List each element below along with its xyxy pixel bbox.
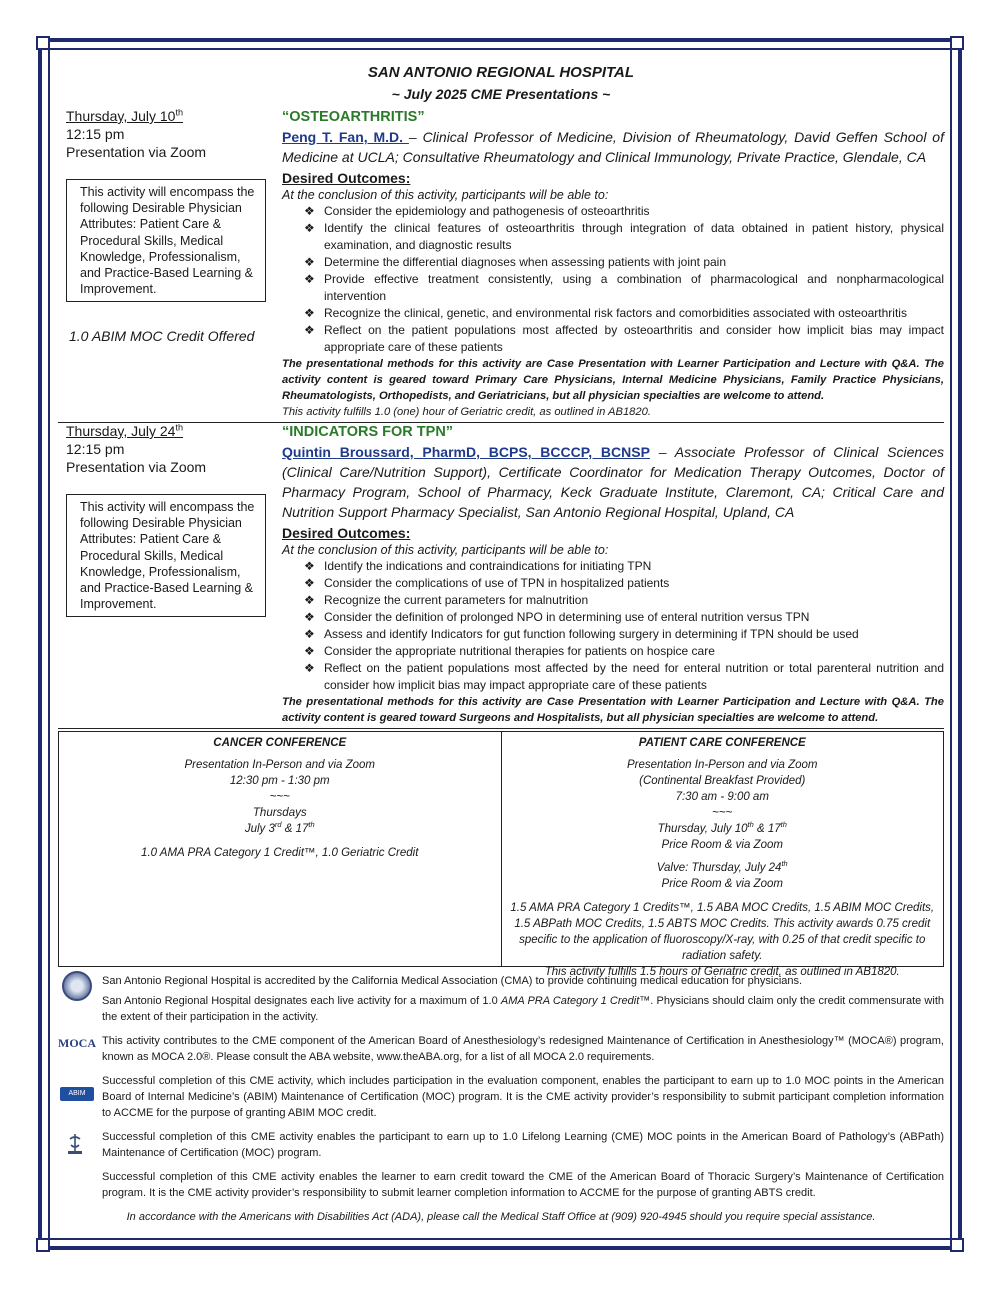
separator: ~~~ bbox=[269, 791, 290, 803]
outcomes-intro: At the conclusion of this activity, participants will be able to: bbox=[282, 188, 609, 202]
list-item: ❖ Reflect on the patient populations most affected by the need for enteral nutrition or total parenteral nutrition and consider how implicit bias may impact appropriate care of these patients bbox=[304, 661, 944, 692]
conference-room: Price Room & via Zoom bbox=[661, 878, 783, 890]
list-item: ❖ Determine the differential diagnoses when assessing patients with joint pain bbox=[304, 255, 727, 269]
document-page bbox=[58, 60, 944, 1225]
geriatric-credit: This activity fulfills 1.0 (one) hour of Geriatric credit, as outlined in AB1820. bbox=[282, 406, 651, 418]
conference-day: Thursdays bbox=[252, 807, 307, 819]
session-details bbox=[272, 423, 944, 726]
abts-statement: Successful completion of this CME activity enables the learner to earn credit toward the CME of the American Board of Thoracic Surgery’s Maintenance of Certification program. It is the CME activity provider’s responsibility to submit learner completion information to ACCME for the purpose of granting ABTS credit. bbox=[102, 1171, 944, 1199]
list-item: ❖ Consider the appropriate nutritional therapies for patients on hospice care bbox=[304, 644, 715, 658]
moc-credit: 1.0 ABIM MOC Credit Offered bbox=[69, 328, 255, 345]
list-item: ❖ Consider the definition of prolonged NPO in determining use of enteral nutrition versus TPN bbox=[304, 610, 810, 624]
list-item: ❖ Reflect on the patient populations most affected by osteoarthritis and consider how implicit bias may impact appropriate care of these patients bbox=[304, 323, 944, 354]
speaker-description: – Associate Professor of Clinical Sciences (Clinical Care/Nutrition Support), Certificate Coordinator for Medication Therapy Outcomes, Doctor of Pharmacy Program, School of Pharmacy, Keck Graduate Institute, Claremont, CA; Critical Care and Nutrition Support Pharmacy Specialist, San Antonio Regional Hospital, Upland, CA bbox=[282, 444, 944, 520]
diamond-bullet-icon: ❖ bbox=[304, 644, 315, 658]
cma-accreditation: San Antonio Regional Hospital is accredited by the California Medical Association (CMA) to provide continuing medical education for physicians. bbox=[58, 973, 944, 989]
outcomes-heading: Desired Outcomes: bbox=[282, 170, 411, 186]
moca-logo-icon: MOCA bbox=[58, 1036, 96, 1050]
session-info bbox=[58, 108, 272, 420]
session-date: Thursday, July 10th bbox=[66, 107, 184, 124]
physician-attributes-box: This activity will encompass the following Desirable Physician Attributes: Patient Care & Procedural Skills, Medical Knowledge, Professionalism, and Practice-Based Learning & Improvement. bbox=[66, 179, 266, 302]
session-topic: “INDICATORS FOR TPN” bbox=[282, 424, 454, 440]
objectives-list bbox=[282, 203, 944, 356]
list-item: ❖ Identify the indications and contraindications for initiating TPN bbox=[304, 559, 652, 573]
diamond-bullet-icon: ❖ bbox=[304, 661, 315, 675]
conference-dates: Thursday, July 10th & 17th bbox=[657, 820, 787, 835]
session-topic: “OSTEOARTHRITIS” bbox=[282, 109, 425, 125]
speaker bbox=[282, 127, 944, 167]
conference-dates: July 3rd & 17th bbox=[244, 820, 315, 835]
section-divider bbox=[58, 728, 944, 729]
diamond-bullet-icon: ❖ bbox=[304, 323, 315, 337]
border-corner bbox=[36, 36, 50, 50]
separator: ~~~ bbox=[712, 807, 733, 819]
outcomes-heading: Desired Outcomes: bbox=[282, 525, 411, 541]
session-details bbox=[272, 108, 944, 420]
conference-credit: 1.0 AMA PRA Category 1 Credit™, 1.0 Geriatric Credit bbox=[141, 847, 419, 859]
session-time: 12:15 pm bbox=[66, 441, 125, 457]
geriatric-credit: This activity fulfills 1.5 hours of Geriatric credit, as outlined in AB1820. bbox=[544, 966, 900, 978]
conference-format: Presentation In-Person and via Zoom bbox=[627, 759, 818, 771]
abpath-statement: Successful completion of this CME activity enables the participant to earn up to 1.0 Lifelong Learning (CME) MOC points in the American Board of Pathology’s (ABPath) Maintenance of Certification (MOC) program. bbox=[58, 1129, 944, 1161]
conference-heading: CANCER CONFERENCE bbox=[213, 737, 347, 749]
patient-care-conference bbox=[502, 732, 944, 978]
border-corner bbox=[950, 36, 964, 50]
conference-credits: 1.5 AMA PRA Category 1 Credits™, 1.5 ABA MOC Credits, 1.5 ABIM MOC Credits, 1.5 ABPath MOC Credits, 1.5 ABTS MOC Credits. This activity awards 0.75 credit specific to the application of fluoroscopy/X-ray, with 0.25 of that credit specific to radiation safety. bbox=[510, 902, 935, 962]
conference-room: Price Room & via Zoom bbox=[661, 839, 783, 851]
ada-notice: In accordance with the Americans with Disabilities Act (ADA), please call the Medical Staff Office at (909) 920-4945 should you require special assistance. bbox=[126, 1211, 876, 1223]
list-item: ❖ Provide effective treatment consistently, using a combination of pharmacological and nonpharmacological intervention bbox=[304, 272, 944, 303]
list-item: ❖ Identify the clinical features of osteoarthritis through integration of data obtained in patient history, physical examination, and diagnostic results bbox=[304, 221, 944, 252]
list-item: ❖ Assess and identify Indicators for gut function following surgery in determining if TPN should be used bbox=[304, 627, 859, 641]
session-date: Thursday, July 24th bbox=[66, 422, 184, 439]
list-item: ❖ Consider the complications of use of TPN in hospitalized patients bbox=[304, 576, 670, 590]
presentation-method: The presentational methods for this activity are Case Presentation with Learner Participation and Lecture with Q&A. The activity content is geared toward Surgeons and Hospitalists, but all physician specialties are welcome to attend. bbox=[282, 696, 944, 724]
conference-table bbox=[58, 731, 944, 978]
speaker-name: Quintin Broussard, PharmD, BCPS, BCCCP, BCNSP bbox=[282, 444, 650, 460]
speaker-description: – Clinical Professor of Medicine, Division of Rheumatology, David Geffen School of Medicine at UCLA; Consultative Rheumatology and Clinical Immunology, Private Practice, Glendale, CA bbox=[282, 129, 944, 165]
abim-statement: ABIM MOC Successful completion of this CME activity, which includes participation in the evaluation component, enables the participant to earn up to 1.0 MOC points in the American Board of Internal Medicine’s (ABIM) Maintenance of Certification (MOC) program. It is the CME activity provider’s responsibility to submit participant completion information to ACCME for the purpose of granting ABIM MOC credit. bbox=[58, 1073, 944, 1121]
conference-dates: Valve: Thursday, July 24th bbox=[656, 859, 788, 874]
border-corner bbox=[950, 1238, 964, 1252]
conference-note: (Continental Breakfast Provided) bbox=[639, 775, 806, 787]
session-osteoarthritis bbox=[58, 108, 944, 420]
abpath-logo-icon bbox=[66, 1133, 84, 1155]
hospital-title: SAN ANTONIO REGIONAL HOSPITAL bbox=[367, 64, 635, 81]
moca-statement: MOCA This activity contributes to the CME component of the American Board of Anesthesiology’s redesigned Maintenance of Certification in Anesthesiology™ (MOCA®) program, known as MOCA 2.0®. Please consult the ABA website, www.theABA.org, for a list of all MOCA 2.0 requirements. bbox=[58, 1035, 944, 1063]
session-format: Presentation via Zoom bbox=[66, 144, 207, 160]
diamond-bullet-icon: ❖ bbox=[304, 272, 315, 286]
list-item: ❖ Recognize the current parameters for malnutrition bbox=[304, 593, 589, 607]
presentation-method: The presentational methods for this activity are Case Presentation with Learner Participation and Lecture with Q&A. The activity content is geared toward Primary Care Physicians, Internal Medicine Physicians, Family Practice Physicians, Rheumatologists, Orthopedists, and Geriatricians, but all physician specialties are welcome to attend. bbox=[282, 358, 944, 402]
objectives-list bbox=[282, 558, 944, 694]
session-format: Presentation via Zoom bbox=[66, 459, 207, 475]
conference-heading: PATIENT CARE CONFERENCE bbox=[638, 737, 806, 749]
diamond-bullet-icon: ❖ bbox=[304, 204, 315, 218]
outcomes-intro: At the conclusion of this activity, participants will be able to: bbox=[282, 543, 609, 557]
session-time: 12:15 pm bbox=[66, 126, 125, 142]
abim-moc-logo-icon: ABIM MOC bbox=[60, 1087, 94, 1101]
document-subtitle: ~ July 2025 CME Presentations ~ bbox=[391, 86, 611, 102]
diamond-bullet-icon: ❖ bbox=[304, 593, 315, 607]
diamond-bullet-icon: ❖ bbox=[304, 576, 315, 590]
session-info bbox=[58, 423, 272, 726]
diamond-bullet-icon: ❖ bbox=[304, 221, 315, 235]
credit-designation: San Antonio Regional Hospital designates each live activity for a maximum of 1.0 AMA PRA Category 1 Credit™. Physicians should claim only the credit commensurate with the extent of their participation in the activity. bbox=[102, 995, 944, 1023]
conference-time: 7:30 am - 9:00 am bbox=[675, 791, 769, 803]
diamond-bullet-icon: ❖ bbox=[304, 610, 315, 624]
speaker bbox=[282, 442, 944, 522]
speaker-name: Peng T. Fan, M.D. bbox=[282, 129, 409, 145]
list-item: ❖ Recognize the clinical, genetic, and environmental risk factors and comorbidities associated with osteoarthritis bbox=[304, 306, 907, 320]
conference-time: 12:30 pm - 1:30 pm bbox=[229, 775, 330, 787]
cancer-conference bbox=[59, 732, 502, 966]
physician-attributes-box: This activity will encompass the following Desirable Physician Attributes: Patient Care & Procedural Skills, Medical Knowledge, Professionalism, and Practice-Based Learning & Improvement. bbox=[66, 494, 266, 617]
session-tpn bbox=[58, 423, 944, 726]
diamond-bullet-icon: ❖ bbox=[304, 306, 315, 320]
conference-format: Presentation In-Person and via Zoom bbox=[184, 759, 375, 771]
diamond-bullet-icon: ❖ bbox=[304, 559, 315, 573]
diamond-bullet-icon: ❖ bbox=[304, 255, 315, 269]
border-corner bbox=[36, 1238, 50, 1252]
diamond-bullet-icon: ❖ bbox=[304, 627, 315, 641]
list-item: ❖ Consider the epidemiology and pathogenesis of osteoarthritis bbox=[304, 204, 650, 218]
